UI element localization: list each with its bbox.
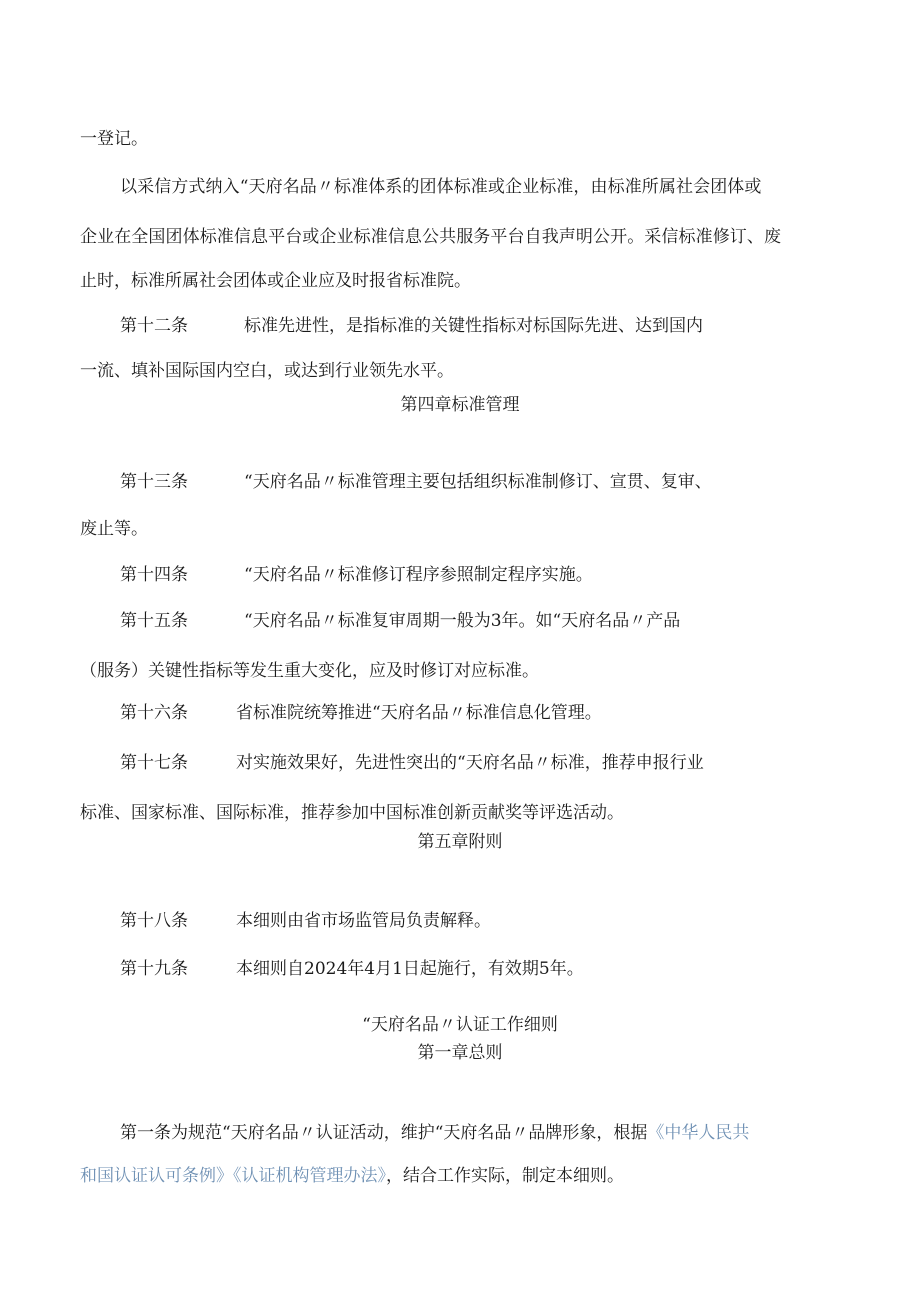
article-label: 第十九条: [120, 959, 188, 979]
article1-suffix: ，结合工作实际，制定本细则。: [386, 1166, 624, 1186]
article-label: 第十五条: [120, 611, 188, 631]
article-text: [120, 1122, 749, 1144]
regulation-link[interactable]: 《中华人民共: [647, 1123, 750, 1143]
chapter-heading: 第一章总则: [417, 1043, 503, 1063]
chapter-heading: 第五章附则: [417, 832, 503, 852]
article-label: 第十八条: [120, 911, 188, 931]
article-text: 省标准院统筹推进“天府名品〃标准信息化管理。: [236, 703, 602, 723]
regulation-link[interactable]: 和国认证认可条例》《认证机构管理办法》: [80, 1166, 386, 1186]
paragraph-text: 止时，标准所属社会团体或企业应及时报省标准院。: [80, 271, 471, 291]
article-text: “天府名品〃标准管理主要包括组织标准制修订、宣贯、复审、: [244, 472, 712, 492]
article-text: 对实施效果好，先进性突出的“天府名品〃标准，推荐申报行业: [236, 753, 704, 773]
article-text: “天府名品〃标准复审周期一般为3年。如“天府名品〃产品: [244, 611, 681, 631]
article-text: [80, 1165, 624, 1187]
article-text: “天府名品〃标准修订程序参照制定程序实施。: [244, 565, 593, 585]
paragraph-text: 以采信方式纳入“天府名品〃标准体系的团体标准或企业标准，由标准所属社会团体或: [120, 177, 762, 197]
article-label: 第十七条: [120, 753, 188, 773]
article1-prefix: 第一条为规范“天府名品〃认证活动，维护“天府名品〃品牌形象，根据: [120, 1123, 648, 1143]
article-text: 标准先进性，是指标准的关键性指标对标国际先进、达到国内: [244, 316, 703, 336]
article-text: 废止等。: [80, 519, 148, 539]
article-label: 第十六条: [120, 703, 188, 723]
article-text: 本细则自2024年4月1日起施行，有效期5年。: [236, 959, 584, 979]
article-label: 第十三条: [120, 472, 188, 492]
paragraph-text: 一登记。: [80, 129, 148, 149]
article-text: 一流、填补国际国内空白，或达到行业领先水平。: [80, 361, 454, 381]
paragraph-text: 企业在全国团体标准信息平台或企业标准信息公共服务平台自我声明公开。采信标准修订、废: [80, 227, 782, 247]
article-text: （服务）关键性指标等发生重大变化，应及时修订对应标准。: [80, 661, 539, 681]
article-text: 标准、国家标准、国际标准，推荐参加中国标准创新贡献奖等评选活动。: [80, 803, 624, 823]
document-title: “天府名品〃认证工作细则: [362, 1015, 558, 1035]
article-label: 第十四条: [120, 565, 188, 585]
chapter-heading: 第四章标准管理: [400, 395, 520, 415]
article-label: 第十二条: [120, 316, 188, 336]
article-text: 本细则由省市场监管局负责解释。: [236, 911, 491, 931]
